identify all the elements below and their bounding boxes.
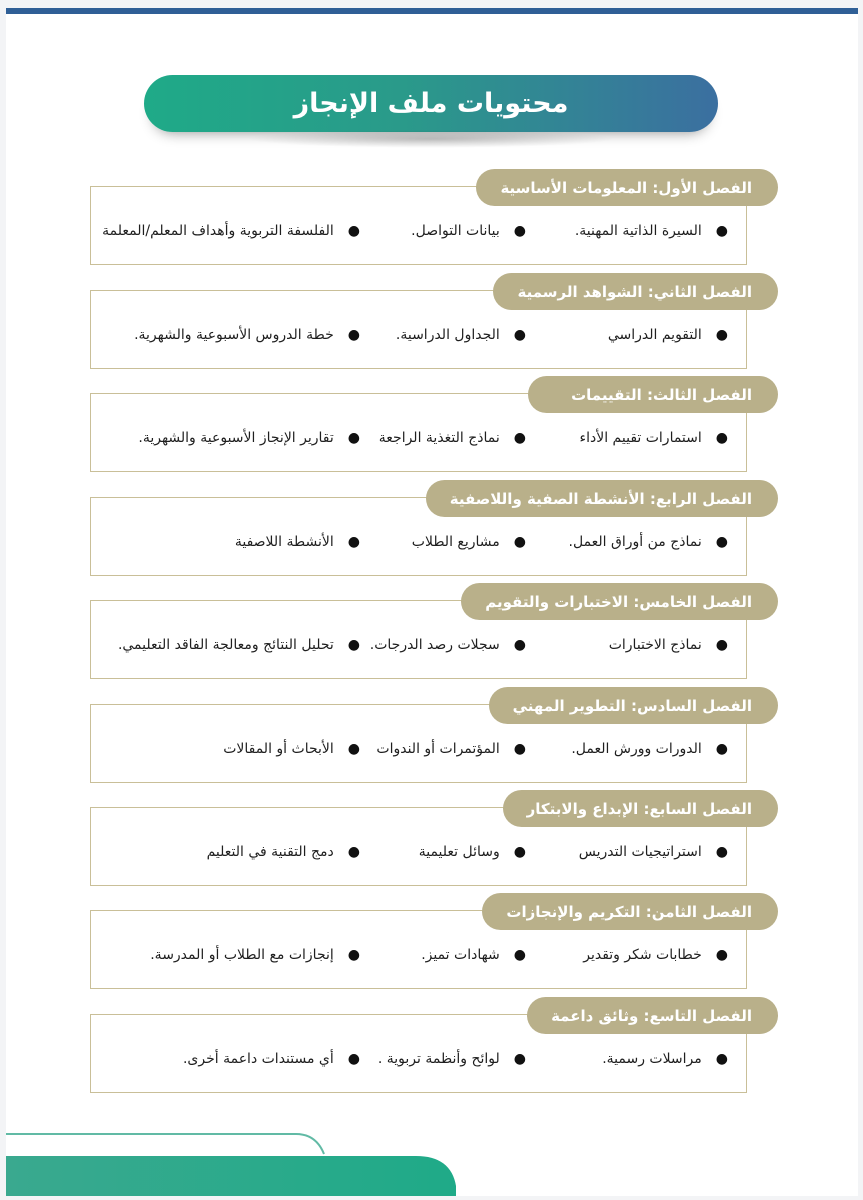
list-item (379, 430, 526, 446)
list-item-text: التقويم الدراسي (607, 327, 702, 343)
list-item-text: مراسلات رسمية. (602, 1051, 702, 1067)
section-heading: الفصل الرابع: الأنشطة الصفية واللاصفية (426, 480, 778, 517)
bullet-icon: ● (513, 637, 526, 653)
bullet-icon: ● (347, 741, 360, 757)
list-item (569, 534, 728, 550)
section-heading: الفصل السابع: الإبداع والابتكار (503, 790, 778, 827)
list-item (150, 947, 360, 963)
list-item (583, 947, 728, 963)
bullet-icon: ● (347, 327, 360, 343)
list-item (235, 534, 360, 550)
bullet-icon: ● (715, 534, 728, 550)
bullet-icon: ● (513, 844, 526, 860)
section-heading: الفصل الخامس: الاختبارات والتقويم (461, 583, 778, 620)
list-item (183, 1051, 360, 1067)
section-2 (90, 282, 752, 369)
section-heading: الفصل الثامن: التكريم والإنجازات (482, 893, 778, 930)
section-heading: الفصل الأول: المعلومات الأساسية (476, 169, 778, 206)
list-item-text: لوائح وأنظمة تربوية . (377, 1051, 500, 1067)
section-8 (90, 902, 752, 989)
list-item (575, 223, 728, 239)
bullet-icon: ● (513, 741, 526, 757)
list-item (419, 844, 526, 860)
bullet-icon: ● (715, 947, 728, 963)
list-item (138, 430, 360, 446)
list-item-text: شهادات تميز. (421, 947, 500, 963)
bullet-icon: ● (347, 637, 360, 653)
page-title: محتويات ملف الإنجاز (144, 75, 718, 132)
list-item-text: نماذج التغذية الراجعة (378, 430, 500, 446)
bullet-icon: ● (513, 327, 526, 343)
list-item-text: سجلات رصد الدرجات. (369, 637, 500, 653)
bottom-wave-decoration (6, 1126, 466, 1196)
bullet-icon: ● (715, 844, 728, 860)
list-item-text: الأنشطة اللاصفية (234, 534, 334, 550)
bullet-icon: ● (715, 741, 728, 757)
list-item-text: خطة الدروس الأسبوعية والشهرية. (134, 327, 334, 343)
bullet-icon: ● (347, 844, 360, 860)
list-item-text: أي مستندات داعمة أخرى. (182, 1051, 334, 1067)
section-heading: الفصل التاسع: وثائق داعمة (527, 997, 778, 1034)
list-item-text: السيرة الذاتية المهنية. (574, 223, 702, 239)
section-6 (90, 696, 752, 783)
document-page (6, 8, 858, 1196)
list-item (609, 637, 728, 653)
bullet-icon: ● (347, 534, 360, 550)
list-item (571, 741, 728, 757)
list-item (134, 327, 360, 343)
list-item (608, 327, 728, 343)
list-item-text: الفلسفة التربوية وأهداف المعلم/المعلمة (102, 223, 334, 239)
list-item (376, 741, 526, 757)
section-heading: الفصل السادس: التطوير المهني (489, 687, 778, 724)
section-9 (90, 1006, 752, 1093)
bullet-icon: ● (715, 327, 728, 343)
list-item (411, 223, 526, 239)
bullet-icon: ● (347, 430, 360, 446)
top-band (6, 8, 858, 14)
list-item-text: المؤتمرات أو الندوات (376, 741, 500, 757)
section-4 (90, 489, 752, 576)
list-item (602, 1051, 728, 1067)
bullet-icon: ● (513, 534, 526, 550)
section-1 (90, 178, 752, 265)
bullet-icon: ● (715, 430, 728, 446)
bullet-icon: ● (513, 223, 526, 239)
bullet-icon: ● (715, 223, 728, 239)
list-item (378, 1051, 526, 1067)
list-item-text: الجداول الدراسية. (395, 327, 500, 343)
section-heading: الفصل الثاني: الشواهد الرسمية (493, 273, 778, 310)
list-item-text: وسائل تعليمية (418, 844, 500, 860)
list-item (580, 430, 728, 446)
section-5 (90, 592, 752, 679)
list-item-text: استمارات تقييم الأداء (579, 430, 702, 446)
list-item-text: الدورات وورش العمل. (571, 741, 702, 757)
bullet-icon: ● (513, 430, 526, 446)
list-item (102, 223, 360, 239)
bullet-icon: ● (715, 1051, 728, 1067)
list-item (421, 947, 526, 963)
list-item-text: مشاريع الطلاب (411, 534, 500, 550)
bullet-icon: ● (513, 947, 526, 963)
list-item (118, 637, 360, 653)
list-item-text: استراتيجيات التدريس (578, 844, 702, 860)
list-item-text: إنجازات مع الطلاب أو المدرسة. (150, 947, 334, 963)
title-shadow (246, 130, 616, 148)
bullet-icon: ● (347, 1051, 360, 1067)
list-item-text: نماذج الاختبارات (608, 637, 702, 653)
list-item (370, 637, 526, 653)
list-item (396, 327, 526, 343)
list-item (579, 844, 728, 860)
section-7 (90, 799, 752, 886)
bullet-icon: ● (513, 1051, 526, 1067)
list-item-text: خطابات شكر وتقدير (583, 947, 702, 963)
list-item-text: تقارير الإنجاز الأسبوعية والشهرية. (138, 430, 334, 446)
section-3 (90, 385, 752, 472)
list-item (207, 844, 360, 860)
list-item-text: دمج التقنية في التعليم (206, 844, 334, 860)
bullet-icon: ● (715, 637, 728, 653)
bullet-icon: ● (347, 947, 360, 963)
list-item-text: الأبحاث أو المقالات (223, 741, 334, 757)
section-heading: الفصل الثالث: التقييمات (528, 376, 778, 413)
list-item (223, 741, 360, 757)
bullet-icon: ● (347, 223, 360, 239)
list-item (412, 534, 526, 550)
list-item-text: تحليل النتائج ومعالجة الفاقد التعليمي. (117, 637, 334, 653)
list-item-text: بيانات التواصل. (411, 223, 500, 239)
list-item-text: نماذج من أوراق العمل. (568, 534, 702, 550)
